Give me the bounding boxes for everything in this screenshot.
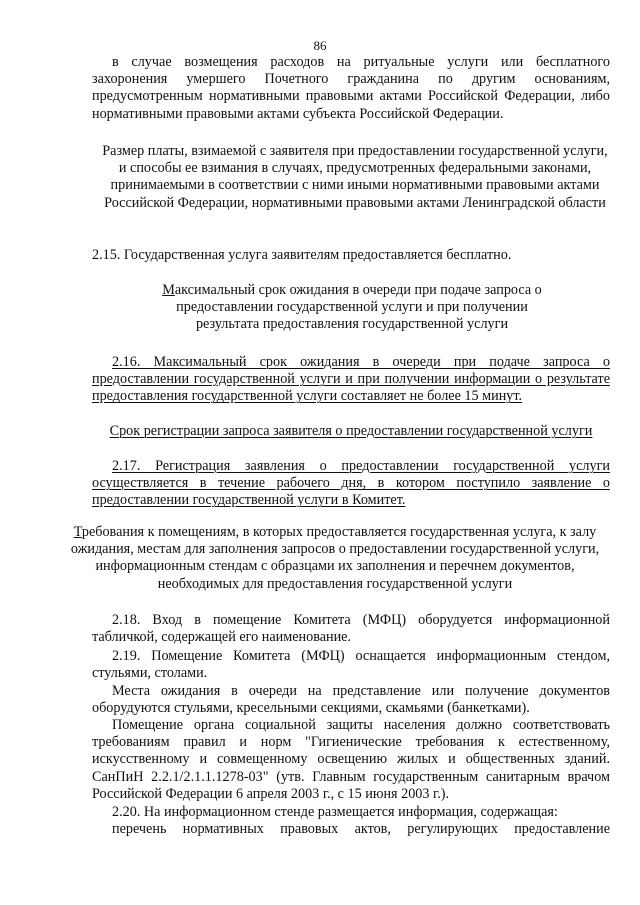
page-number: 86 bbox=[313, 38, 327, 53]
paragraph-room-requirements: Помещение органа социальной защиты населения должно соответствовать требованиям правил и норм "Гигиенические требования к естественному, искусственному и совмещенному освещению жилых и общественных зданий. СанПиН 2.2.1/2.1.1.1278-03" (утв. Главным государственным санитарным врачом Российской Федерации 6 апреля 2003 г., с 15 июня 2003 г.). bbox=[92, 717, 610, 802]
paragraph-2-18: 2.18. Вход в помещение Комитета (МФЦ) оборудуется информационной табличкой, содержащей его наименование. bbox=[92, 612, 610, 646]
paragraph-2-19: 2.19. Помещение Комитета (МФЦ) оснащается информационным стендом, стульями, столами. bbox=[92, 648, 610, 682]
paragraph-burial-grounds: в случае возмещения расходов на ритуальные услуги или бесплатного захоронения умершего Почетного гражданина по другим основаниям, предусмотренным нормативными правовыми актами Российской Федерации, либо нормативными правовыми актами субъекта Российской Федерации. bbox=[92, 54, 610, 122]
list-item-legal-acts: перечень нормативных правовых актов, регулирующих предоставление bbox=[112, 821, 610, 837]
paragraph-2-15: 2.15. Государственная услуга заявителям предоставляется бесплатно. bbox=[92, 247, 512, 263]
paragraph-2-16: 2.16. Максимальный срок ожидания в очереди при подаче запроса о предоставлении государственной услуги и при получении информации о результате предоставления государственной услуги составляет не более 15 минут. bbox=[92, 354, 610, 405]
paragraph-2-20: 2.20. На информационном стенде размещается информация, содержащая: bbox=[112, 804, 558, 820]
heading-premises: Требования к помещениям, в которых предоставляется государственная услуга, к залу ожидания, местам для заполнения запросов о предоставлении государственной услуги, информационным стендам с образцами их заполнения и перечнем документов, необходимых для предоставления государственной услуги bbox=[70, 524, 600, 592]
paragraph-waiting-places: Места ожидания в очереди на представление или получение документов оборудуются стульями, кресельными секциями, скамьями (банкетками). bbox=[92, 683, 610, 717]
heading-max-wait: Максимальный срок ожидания в очереди при подаче запроса о предоставлении государственной услуги и при получении результата предоставления государственной услуги bbox=[162, 282, 542, 333]
heading-fee: Размер платы, взимаемой с заявителя при предоставлении государственной услуги, и способы ее взимания в случаях, предусмотренных федеральными законами, принимаемыми в соответствии с ними иными нормативными правовыми актами Российской Федерации, нормативными правовыми актами Ленинградской области bbox=[102, 143, 608, 211]
heading-registration: Срок регистрации запроса заявителя о предоставлении государственной услуги bbox=[109, 423, 593, 439]
paragraph-2-17: 2.17. Регистрация заявления о предоставлении государственной услуги осуществляется в течение рабочего дня, в котором поступило заявление о предоставлении государственной услуги в Комитет. bbox=[92, 458, 610, 509]
